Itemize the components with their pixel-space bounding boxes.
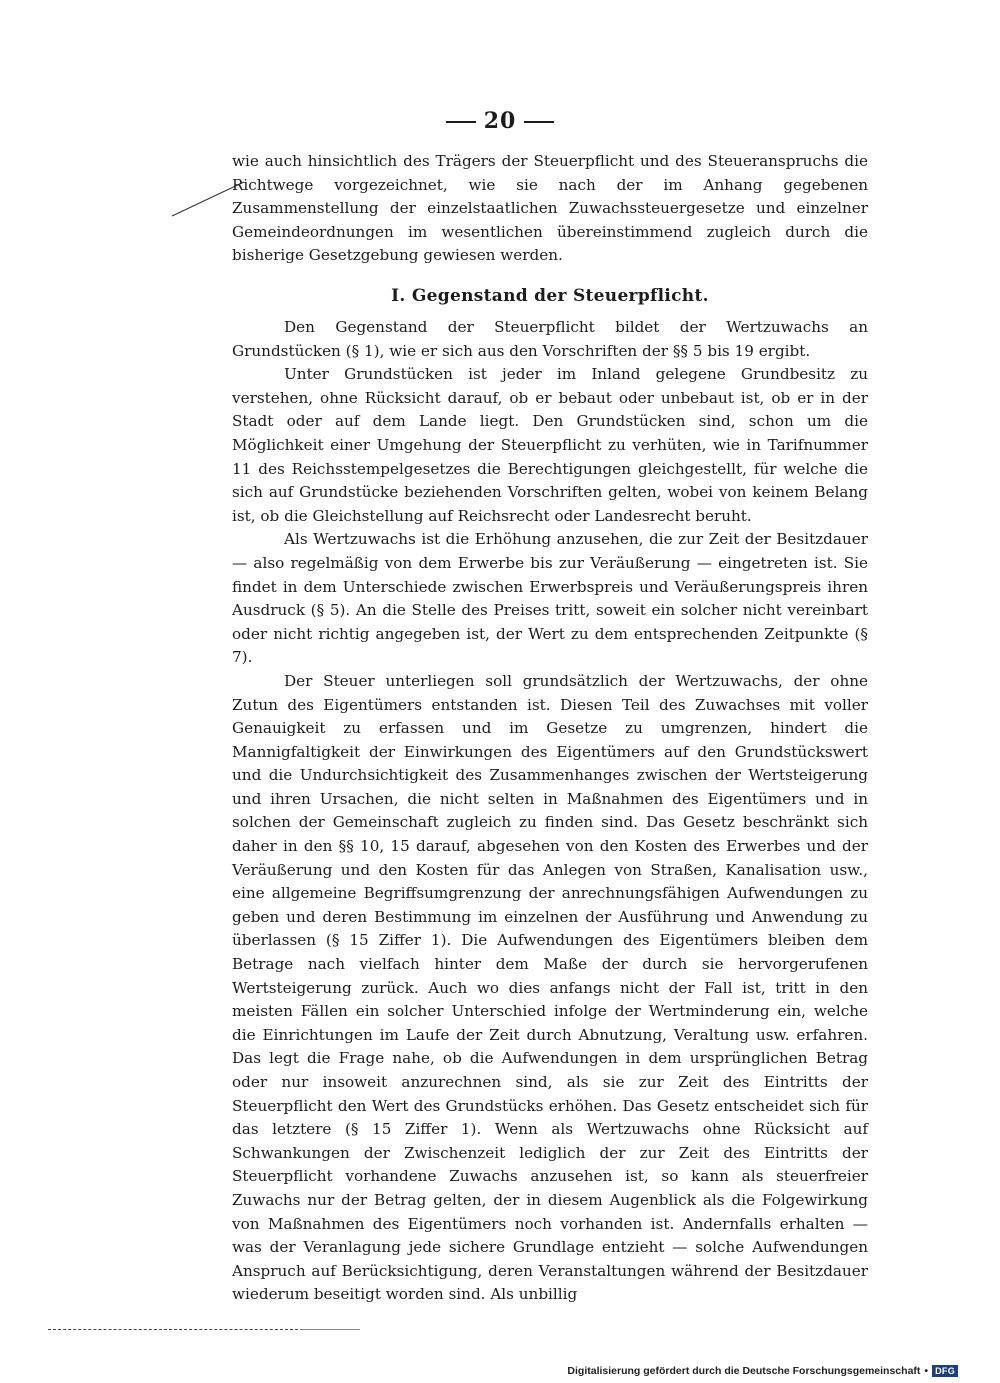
credit-separator: • <box>924 1365 929 1377</box>
intro-text-block <box>232 150 868 268</box>
body-paragraph: Den Gegenstand der Steuerpflicht bildet der Wertzuwachs an Grundstücken (§ 1), wie er sich aus den Vorschriften der §§ 5 bis 19 ergibt. <box>232 318 868 360</box>
body-text-block <box>232 316 868 1307</box>
footer-rule-short <box>300 1329 360 1330</box>
body-paragraph: Als Wertzuwachs ist die Erhöhung anzusehen, die zur Zeit der Besitzdauer — also regelmäßig von dem Erwerbe bis zur Veräußerung — eingetreten ist. Sie findet in dem Unterschiede zwischen Erwerbspreis und Veräußerungspreis ihren Ausdruck (§ 5). An die Stelle des Preises tritt, soweit ein solcher nicht vereinbart oder nicht richtig angegeben ist, der Wert zu dem entsprechenden Zeitpunkte (§ 7). <box>232 530 868 667</box>
footer-rule <box>48 1329 298 1330</box>
section-heading: I. Gegenstand der Steuerpflicht. <box>391 286 709 306</box>
header-dash-right <box>524 121 554 123</box>
body-paragraph: Unter Grundstücken ist jeder im Inland gelegene Grundbesitz zu verstehen, ohne Rücksicht darauf, ob er bebaut oder unbebaut ist, ob er in der Stadt oder auf dem Lande liegt. Den Grundstücken sind, schon um die Möglichkeit einer Umgehung der Steuerpflicht zu verhüten, wie in Tarifnummer 11 des Reichsstempelgesetzes die Berechtigungen gleichgestellt, für welche die sich auf Grundstücke beziehenden Vorschriften gelten, wobei von keinem Belang ist, ob die Gleichstellung auf Reichsrecht oder Landesrecht beruht. <box>232 365 868 525</box>
intro-paragraph: wie auch hinsichtlich des Trägers der Steuerpflicht und des Steueranspruchs die Richtwege vorgezeichnet, wie sie nach der im Anhang gegebenen Zusammenstellung der einzelstaatlichen Zuwachssteuergesetze und einzelner Gemeindeordnungen im wesentlichen übereinstimmend zugleich durch die bisherige Gesetzgebung gewiesen werden. <box>232 152 868 265</box>
body-paragraph: Der Steuer unterliegen soll grundsätzlich der Wertzuwachs, der ohne Zutun des Eigentümers entstanden ist. Diesen Teil des Zuwachses mit voller Genauigkeit zu erfassen und im Gesetze zu umgrenzen, hindert die Mannigfaltigkeit der Einwirkungen des Eigentümers auf den Grundstückswert und die Undurchsichtigkeit des Zusammenhanges zwischen der Wertsteigerung und ihren Ursachen, die nicht selten in Maßnahmen des Eigentümers und in solchen der Gemeinschaft zugleich zu finden sind. Das Gesetz beschränkt sich daher in den §§ 10, 15 darauf, abgesehen von den Kosten des Erwerbes und der Veräußerung und den Kosten für das Anlegen von Straßen, Kanalisation usw., eine allgemeine Begriffsumgrenzung der anrechnungsfähigen Aufwendungen zu geben und deren Bestimmung im einzelnen der Ausführung und Anwendung zu überlassen (§ 15 Ziffer 1). Die Aufwendungen des Eigentümers bleiben dem Betrage nach vielfach hinter dem Maße der durch sie hervorgerufenen Wertsteigerung zurück. Auch wo dies anfangs nicht der Fall ist, tritt in den meisten Fällen ein solcher Unterschied infolge der Wertminderung ein, welche die Einrichtungen im Laufe der Zeit durch Abnutzung, Veraltung usw. erfahren. Das legt die Frage nahe, ob die Aufwendungen in dem ursprünglichen Betrag oder nur insoweit anzurechnen sind, als sie zur Zeit des Eintritts der Steuerpflicht den Wert des Grundstücks erhöhen. Das Gesetz entscheidet sich für das letztere (§ 15 Ziffer 1). Wenn als Wertzuwachs ohne Rücksicht auf Schwankungen der Zwischenzeit lediglich der zur Zeit des Eintritts der Steuerpflicht vorhandene Zuwachs anzusehen ist, so kann als steuerfreier Zuwachs nur der Betrag gelten, der in diesem Augenblick als die Folgewirkung von Maßnahmen des Eigentümers noch vorhanden ist. Andernfalls erhalten — was der Veranlagung jede sichere Grundlage entzieht — solche Aufwendungen Anspruch auf Berücksichtigung, deren Veranstaltungen während der Besitzdauer wiederum beseitigt worden sind. Als unbillig <box>232 671 868 1304</box>
page-number-header <box>0 108 1000 134</box>
digitization-credit <box>567 1365 958 1377</box>
header-dash-left <box>446 121 476 123</box>
dfg-logo: DFG <box>932 1365 958 1377</box>
credit-text: Digitalisierung gefördert durch die Deutsche Forschungsgemeinschaft <box>567 1365 921 1377</box>
page-number: 20 <box>483 108 517 134</box>
